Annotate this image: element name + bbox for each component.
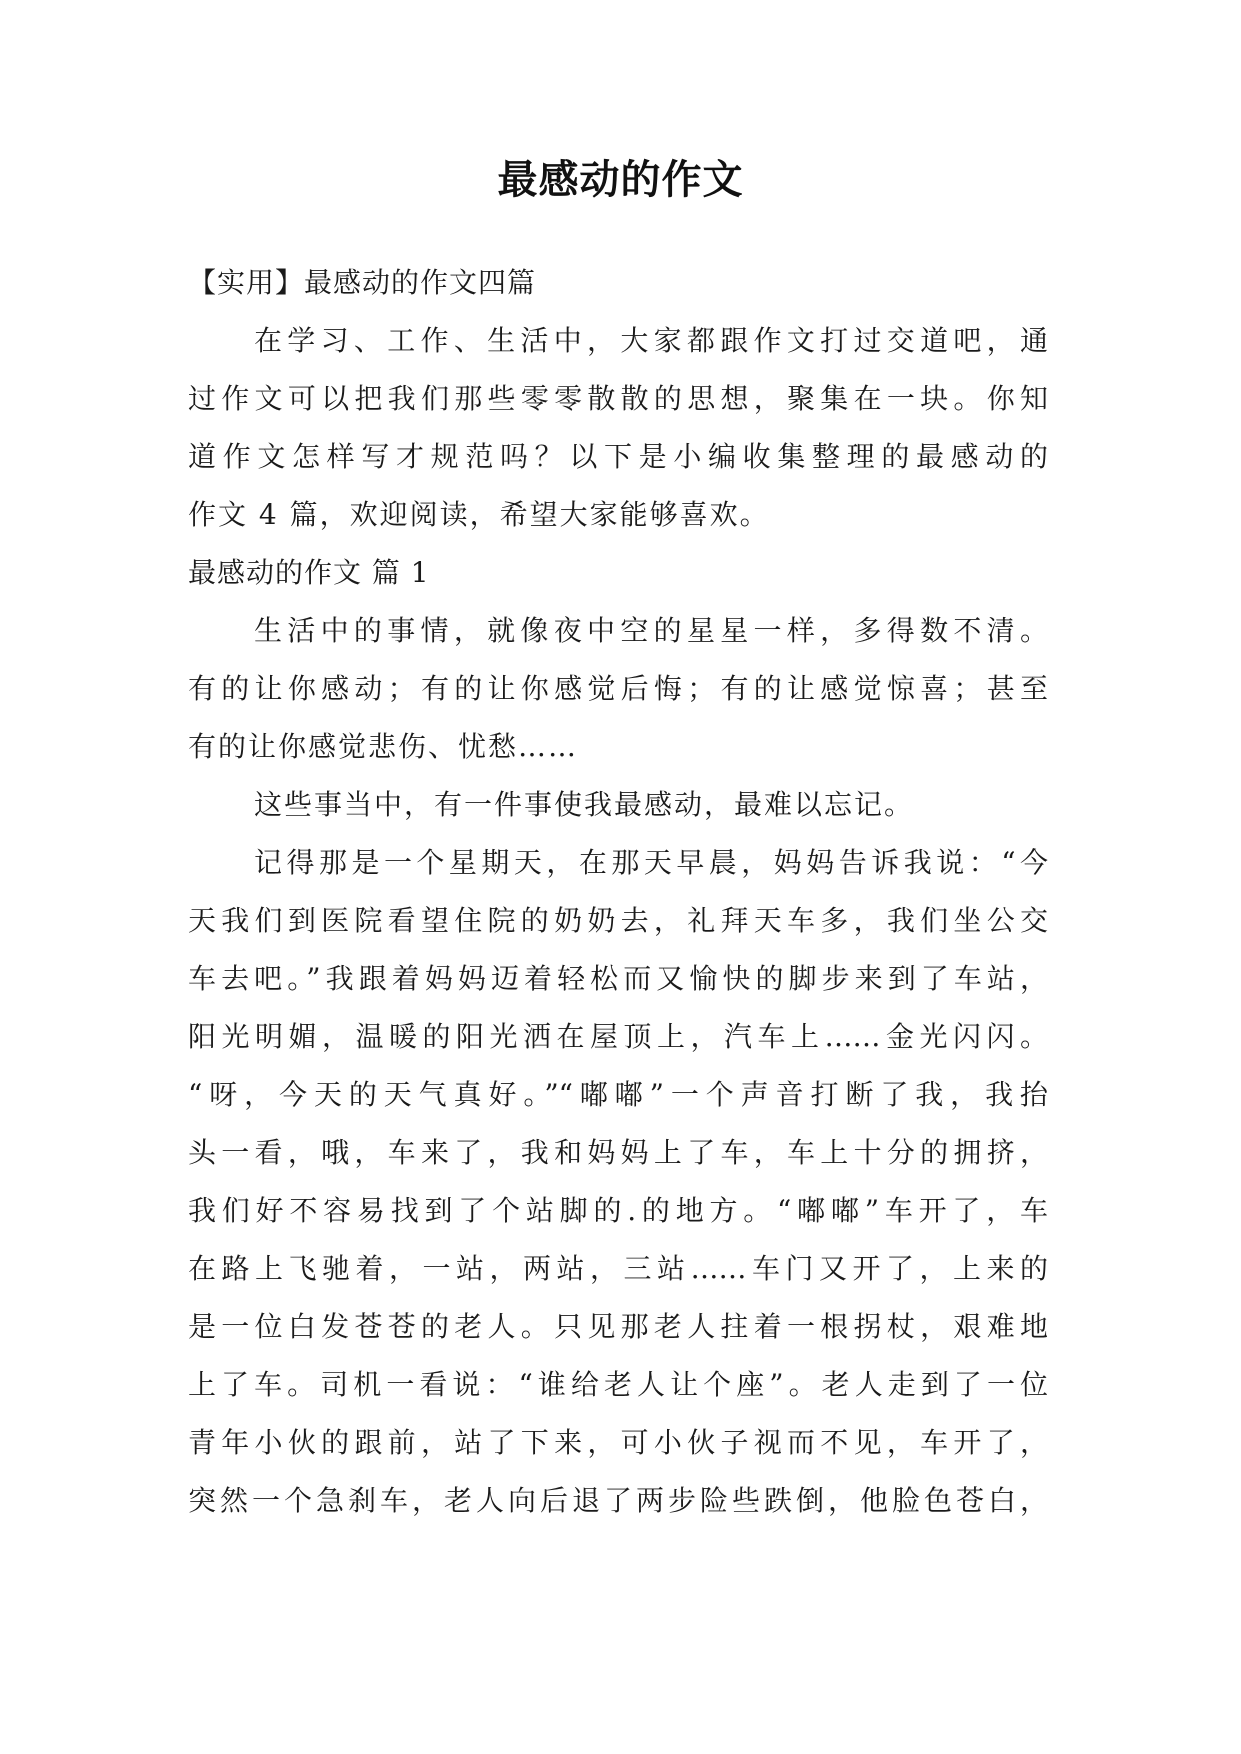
paragraph-line: 上了车。司机一看说：“谁给老人让个座”。老人走到了一位 [188,1368,1048,1401]
paragraph-line: 是一位白发苍苍的老人。只见那老人拄着一根拐杖，艰难地 [188,1310,1048,1343]
paragraph-line: 作文 4 篇，欢迎阅读，希望大家能够喜欢。 [188,498,770,531]
paragraph-line: “呀，今天的天气真好。”“嘟嘟”一个声音打断了我，我抬 [188,1078,1048,1111]
paragraph-line: 阳光明媚，温暖的阳光洒在屋顶上，汽车上……金光闪闪。 [188,1020,1048,1053]
paragraph-line: 车去吧。”我跟着妈妈迈着轻松而又愉快的脚步来到了车站， [188,962,1048,995]
subtitle-line: 【实用】最感动的作文四篇 [188,266,537,299]
section-heading: 最感动的作文 篇 1 [188,556,430,589]
paragraph-line: 有的让你感动；有的让你感觉后悔；有的让感觉惊喜；甚至 [188,672,1048,705]
paragraph-line: 记得那是一个星期天，在那天早晨，妈妈告诉我说：“今 [254,846,1048,879]
document-title: 最感动的作文 [497,157,744,203]
paragraph-line: 突然一个急刹车，老人向后退了两步险些跌倒，他脸色苍白， [188,1484,1048,1517]
paragraph-line: 这些事当中，有一件事使我最感动，最难以忘记。 [254,788,915,821]
paragraph-line: 过作文可以把我们那些零零散散的思想，聚集在一块。你知 [188,382,1048,415]
paragraph-line: 在路上飞驰着，一站，两站，三站……车门又开了，上来的 [188,1252,1048,1285]
paragraph-line: 青年小伙的跟前，站了下来，可小伙子视而不见，车开了， [188,1426,1048,1459]
paragraph-line: 生活中的事情，就像夜中空的星星一样，多得数不清。 [254,614,1048,647]
paragraph-line: 有的让你感觉悲伤、忧愁…… [188,730,579,763]
paragraph-line: 天我们到医院看望住院的奶奶去，礼拜天车多，我们坐公交 [188,904,1048,937]
paragraph-line: 我们好不容易找到了个站脚的.的地方。“嘟嘟”车开了，车 [188,1194,1048,1227]
paragraph-line: 在学习、工作、生活中，大家都跟作文打过交道吧，通 [254,324,1048,357]
paragraph-line: 道作文怎样写才规范吗？以下是小编收集整理的最感动的 [188,440,1048,473]
paragraph-line: 头一看，哦，车来了，我和妈妈上了车，车上十分的拥挤， [188,1136,1048,1169]
